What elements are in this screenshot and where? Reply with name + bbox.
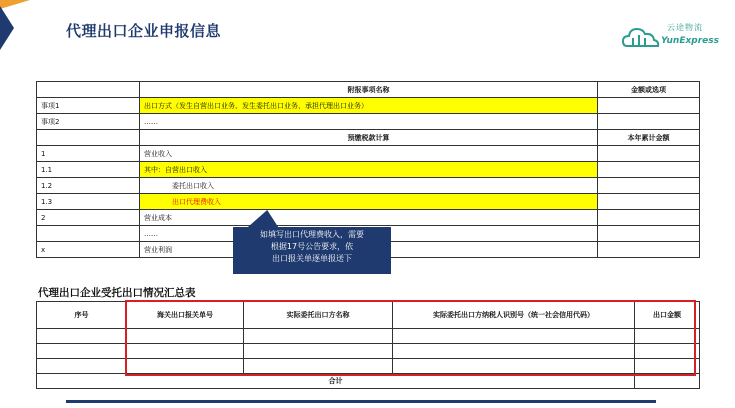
logo-english-text: YunExpress — [661, 36, 719, 46]
header-entrusting-name: 实际委托出口方名称 — [244, 302, 393, 329]
corner-navy-accent — [0, 6, 14, 50]
item-text: 出口方式（发生自营出口业务、发生委托出口业务、承担代理出口业务） — [140, 98, 598, 114]
table-cell — [37, 359, 127, 374]
header-export-amount: 出口金额 — [635, 302, 700, 329]
header-customs-no: 海关出口报关单号 — [127, 302, 244, 329]
calc-text: 营业利润 — [140, 242, 598, 258]
callout-line: 出口报关单逐单报送下 — [272, 254, 352, 263]
table-cell — [37, 344, 127, 359]
header-ytd-amount: 本年累计金额 — [598, 130, 700, 146]
calc-value — [598, 178, 700, 194]
item-value — [598, 114, 700, 130]
callout-line: 如填写出口代理费收入，需要 — [260, 230, 364, 239]
calc-label: x — [37, 242, 140, 258]
header-amount-option: 金额或选项 — [598, 82, 700, 98]
table-cell — [37, 329, 127, 344]
summary-title: 代理出口企业受托出口情况汇总表 — [38, 287, 196, 299]
table-cell — [37, 130, 140, 146]
header-taxpayer-id: 实际委托出口方纳税人识别号（统一社会信用代码） — [393, 302, 635, 329]
highlight-box — [125, 300, 696, 376]
calc-text: 出口代理费收入 — [140, 194, 598, 210]
calc-value — [598, 146, 700, 162]
calc-label: 1.2 — [37, 178, 140, 194]
item-label: 事项1 — [37, 98, 140, 114]
calc-label: 1 — [37, 146, 140, 162]
calc-text: 营业收入 — [140, 146, 598, 162]
calc-text: 委托出口收入 — [140, 178, 598, 194]
calc-text: 其中：自营出口收入 — [140, 162, 598, 178]
footer-bar — [66, 400, 656, 403]
calc-text: …… — [140, 226, 598, 242]
item-label: 事项2 — [37, 114, 140, 130]
calc-label: 1.1 — [37, 162, 140, 178]
calc-value — [598, 194, 700, 210]
calc-label — [37, 226, 140, 242]
header-prepay-calc: 预缴税款计算 — [140, 130, 598, 146]
calc-text: 营业成本 — [140, 210, 598, 226]
page-title: 代理出口企业申报信息 — [66, 22, 222, 40]
logo-cloud-icon — [621, 22, 661, 52]
calc-value — [598, 210, 700, 226]
header-seq: 序号 — [37, 302, 127, 329]
calc-label: 1.3 — [37, 194, 140, 210]
header-item-name: 附报事项名称 — [140, 82, 598, 98]
item-value — [598, 98, 700, 114]
calc-label: 2 — [37, 210, 140, 226]
calc-value — [598, 162, 700, 178]
table-cell — [37, 82, 140, 98]
yunexpress-logo — [621, 22, 717, 52]
logo-chinese-text: 云途物流 — [667, 23, 703, 32]
item-text: …… — [140, 114, 598, 130]
callout-note — [233, 227, 391, 274]
calc-value — [598, 226, 700, 242]
total-label: 合计 — [37, 374, 635, 389]
calc-value — [598, 242, 700, 258]
callout-line: 根据17号公告要求，依 — [270, 242, 354, 251]
